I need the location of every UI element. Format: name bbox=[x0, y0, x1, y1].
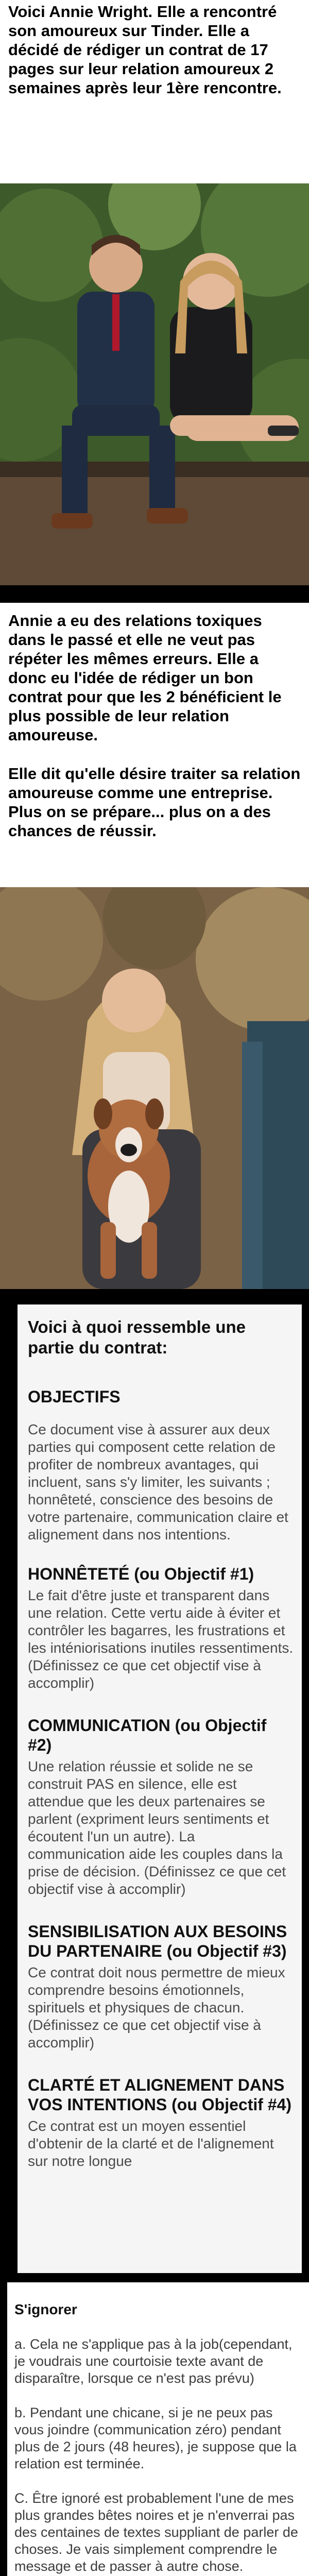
contract-intro: Voici à quoi ressemble une partie du contrat: bbox=[28, 1317, 246, 1357]
separator bbox=[0, 1289, 309, 1304]
caption-background-para-2: Elle dit qu'elle désire traiter sa relation amoureuse comme une entreprise. Plus on se prépare... plus on a des chances de réussir. bbox=[8, 765, 301, 840]
objective-2-heading: COMMUNICATION (ou Objectif #2) bbox=[28, 1716, 267, 1754]
objectives-heading: OBJECTIFS bbox=[28, 1387, 121, 1406]
objective-3-text: Ce contrat doit nous permettre de mieux comprendre besoins émotionnels, spirituels et physiques de chacun. (Définissez ce que cet objectif vise à accomplir) bbox=[28, 1964, 285, 2050]
separator bbox=[0, 585, 309, 603]
objective-2-text: Une relation réussie et solide ne se construit PAS en silence, elle est attendue que les deux partenaires se parlent (expriment leurs sentiments et écoutent l'un un autre). La communication aide les couples dans la prise de décision. (Définissez ce que cet objectif vise à accomplir) bbox=[28, 1758, 286, 1897]
objective-1-text: Le fait d'être juste et transparent dans une relation. Cette vertu aide à éviter et contrôler les bagarres, les frustrations et les inténiorisations inutiles ressentiments. (Définissez ce que cet objectif vise à accomplir) bbox=[28, 1587, 294, 1691]
woman-with-dog-illustration bbox=[0, 887, 309, 1289]
couple-photo-illustration bbox=[0, 183, 309, 585]
caption-intro-text: Voici Annie Wright. Elle a rencontré son amoureux sur Tinder. Elle a décidé de rédiger un contrat de 17 pages sur leur relation amoureux 2 semaines après leur 1ère rencontre. bbox=[8, 3, 282, 97]
objective-4-text: Ce contrat est un moyen essentiel d'obtenir de la clarté et de l'alignement sur notre longue bbox=[28, 2118, 274, 2169]
rule-ignoring-c: C. Être ignoré est probablement l'une de mes plus grandes bêtes noires et je n'enverrai pas des centaines de textes suppliant de parler de choses. Je vais simplement comprendre le message et de passer à autre chose. bbox=[14, 2490, 298, 2574]
rule-ignoring-heading: S'ignorer bbox=[14, 2301, 77, 2317]
caption-background bbox=[0, 603, 309, 887]
contract-excerpt-part-2 bbox=[0, 2282, 309, 2576]
woman-with-dog-photo bbox=[0, 887, 309, 1289]
objective-1-heading: HONNÊTETÉ (ou Objectif #1) bbox=[28, 1565, 254, 1583]
caption-intro bbox=[0, 0, 309, 183]
rule-ignoring-b: b. Pendant une chicane, si je ne peux pas vous joindre (communication zéro) pendant plus de 2 jours (48 heures), je suppose que la relation est terminée. bbox=[14, 2405, 297, 2471]
objectives-text: Ce document vise à assurer aux deux parties qui composent cette relation de profiter de nombreux avantages, qui incluent, sans s'y limiter, les suivants ; honnêteté, conscience des besoins de votre partenaire, communication claire et alignement dans nos intentions. bbox=[28, 1421, 288, 1543]
rule-ignoring-a: a. Cela ne s'applique pas à la job(cependant, je voudrais une courtoisie texte avant de disparaître, lorsque ce n'est pas prévu) bbox=[14, 2336, 293, 2386]
contract-excerpt-part-1 bbox=[0, 1304, 309, 2273]
separator bbox=[0, 2273, 309, 2282]
objective-3-heading: SENSIBILISATION AUX BESOINS DU PARTENAIRE (ou Objectif #3) bbox=[28, 1922, 287, 1960]
caption-background-para-1: Annie a eu des relations toxiques dans le passé et elle ne veut pas répéter les mêmes erreurs. Elle a donc eu l'idée de rédiger un bon contrat pour que les 2 bénéficient le plus possible de leur relation amoureuse. bbox=[8, 612, 282, 744]
couple-photo bbox=[0, 183, 309, 585]
objective-4-heading: CLARTÉ ET ALIGNEMENT DANS VOS INTENTIONS (ou Objectif #4) bbox=[28, 2076, 292, 2114]
